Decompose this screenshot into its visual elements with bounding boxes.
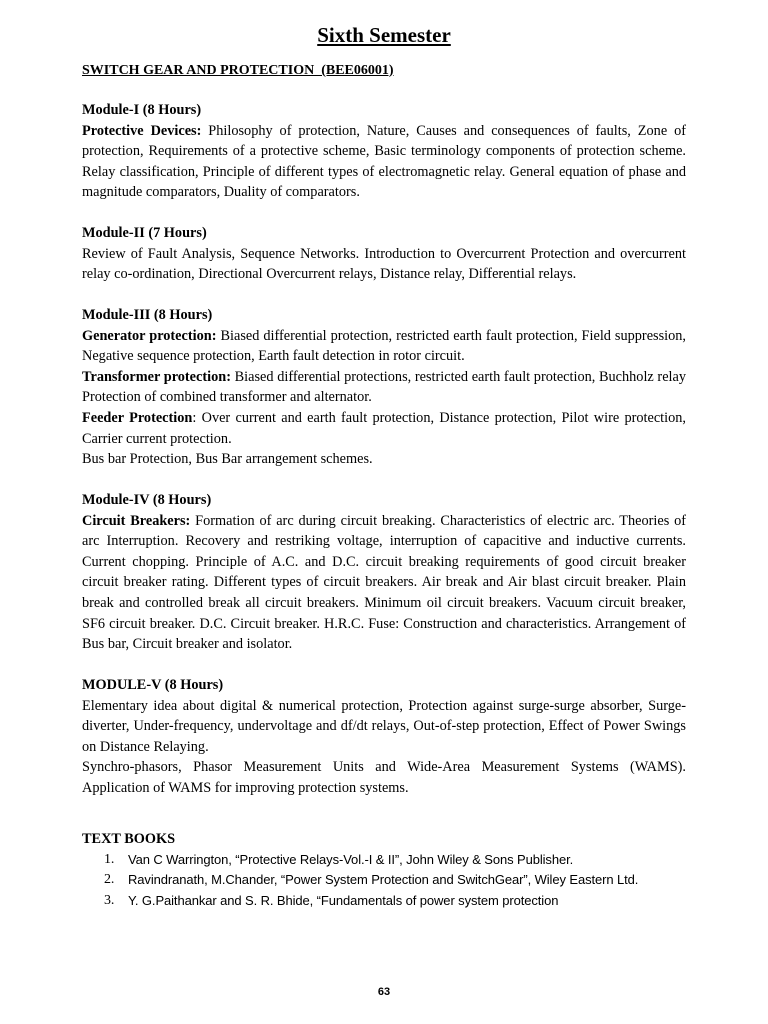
module-2 bbox=[82, 223, 686, 285]
module-paragraph bbox=[82, 696, 686, 758]
module-paragraph bbox=[82, 449, 686, 470]
module-paragraph bbox=[82, 326, 686, 367]
page-number: 63 bbox=[377, 986, 391, 998]
textbooks-heading: TEXT BOOKS bbox=[82, 831, 176, 847]
page-title: Sixth Semester bbox=[317, 23, 451, 47]
paragraph-text: Review of Fault Analysis, Sequence Networks. Introduction to Overcurrent Protection and overcurrent relay co-ordination, Directional Overcurrent relays, Distance relay, Differential relays. bbox=[82, 245, 686, 283]
list-number: 3. bbox=[104, 892, 115, 908]
paragraph-text: Biased differential protection, restricted earth fault protection, Field suppression, Negative sequence protection, Earth fault detection in rotor circuit. bbox=[82, 327, 687, 365]
list-text: Ravindranath, M.Chander, “Power System Protection and SwitchGear”, Wiley Eastern Ltd. bbox=[128, 872, 639, 888]
list-item bbox=[82, 870, 686, 891]
paragraph-label: Generator protection: bbox=[82, 327, 217, 344]
paragraph-label: Transformer protection: bbox=[82, 368, 231, 385]
module-heading: Module-I (8 Hours) bbox=[82, 102, 202, 118]
paragraph-label: Feeder Protection bbox=[82, 409, 193, 426]
module-heading: Module-IV (8 Hours) bbox=[82, 492, 212, 508]
module-3 bbox=[82, 305, 686, 470]
paragraph-text: Synchro-phasors, Phasor Measurement Units and Wide-Area Measurement Systems (WAMS). Application of WAMS for improving protection systems. bbox=[82, 759, 686, 796]
module-4 bbox=[82, 490, 686, 655]
module-heading: Module-III (8 Hours) bbox=[82, 307, 213, 323]
module-paragraph bbox=[82, 244, 686, 285]
list-number: 2. bbox=[104, 872, 115, 888]
module-heading: MODULE-V (8 Hours) bbox=[82, 677, 224, 693]
paragraph-text: Biased differential protections, restricted earth fault protection, Buchholz relay Protection of combined transformer and alternator. bbox=[82, 368, 687, 406]
module-paragraph bbox=[82, 367, 686, 408]
paragraph-text: Formation of arc during circuit breaking. Characteristics of electric arc. Theories of arc Interruption. Recovery and restriking voltage, interruption of capacitive and inductive currents. Current chopping. Principle of A.C. and D.C. circuit breaking requirements of good circuit breaker circuit breaker rating. Different types of circuit breakers. Air break and Air blast circuit breaker. Plain break and controlled break all circuit breakers. Minimum oil circuit breakers. Vacuum circuit breaker, SF6 circuit breaker. D.C. Circuit breaker. H.R.C. Fuse: Construction and characteristics. Arrangement of Bus bar, Circuit breaker and isolator. bbox=[82, 512, 686, 653]
paragraph-text: Philosophy of protection, Nature, Causes and consequences of faults, Zone of protection, Requirements of a protective scheme, Basic terminology components of protection scheme. Relay classification, Principle of different types of electromagnetic relay. General equation of phase and magnitude comparators, Duality of comparators. bbox=[82, 122, 686, 201]
list-item bbox=[82, 850, 686, 871]
list-number: 1. bbox=[104, 851, 115, 867]
list-text: Y. G.Paithankar and S. R. Bhide, “Fundamentals of power system protection bbox=[128, 892, 559, 908]
paragraph-label: Protective Devices: bbox=[82, 122, 202, 139]
module-paragraph bbox=[82, 511, 686, 655]
paragraph-text: : Over current and earth fault protection, Distance protection, Pilot wire protection, Carrier current protection. bbox=[82, 409, 686, 447]
module-paragraph bbox=[82, 757, 686, 798]
module-paragraph bbox=[82, 121, 686, 203]
module-1 bbox=[82, 100, 686, 203]
course-title: SWITCH GEAR AND PROTECTION (BEE06001) bbox=[82, 63, 394, 78]
module-paragraph bbox=[82, 408, 686, 449]
paragraph-text: Bus bar Protection, Bus Bar arrangement schemes. bbox=[82, 451, 373, 468]
module-5 bbox=[82, 675, 686, 799]
paragraph-label: Circuit Breakers: bbox=[82, 512, 191, 529]
list-text: Van C Warrington, “Protective Relays-Vol.-I & II”, John Wiley & Sons Publisher. bbox=[128, 851, 574, 867]
textbooks-list bbox=[82, 850, 686, 912]
module-heading: Module-II (7 Hours) bbox=[82, 225, 207, 241]
paragraph-text: Elementary idea about digital & numerical protection, Protection against surge-surge absorber, Surge-diverter, Under-frequency, undervoltage and df/dt relays, Out-of-step protection, Effect of Power Swings on Distance Relaying. bbox=[82, 697, 686, 755]
textbooks-section bbox=[82, 829, 686, 911]
list-item bbox=[82, 891, 686, 912]
